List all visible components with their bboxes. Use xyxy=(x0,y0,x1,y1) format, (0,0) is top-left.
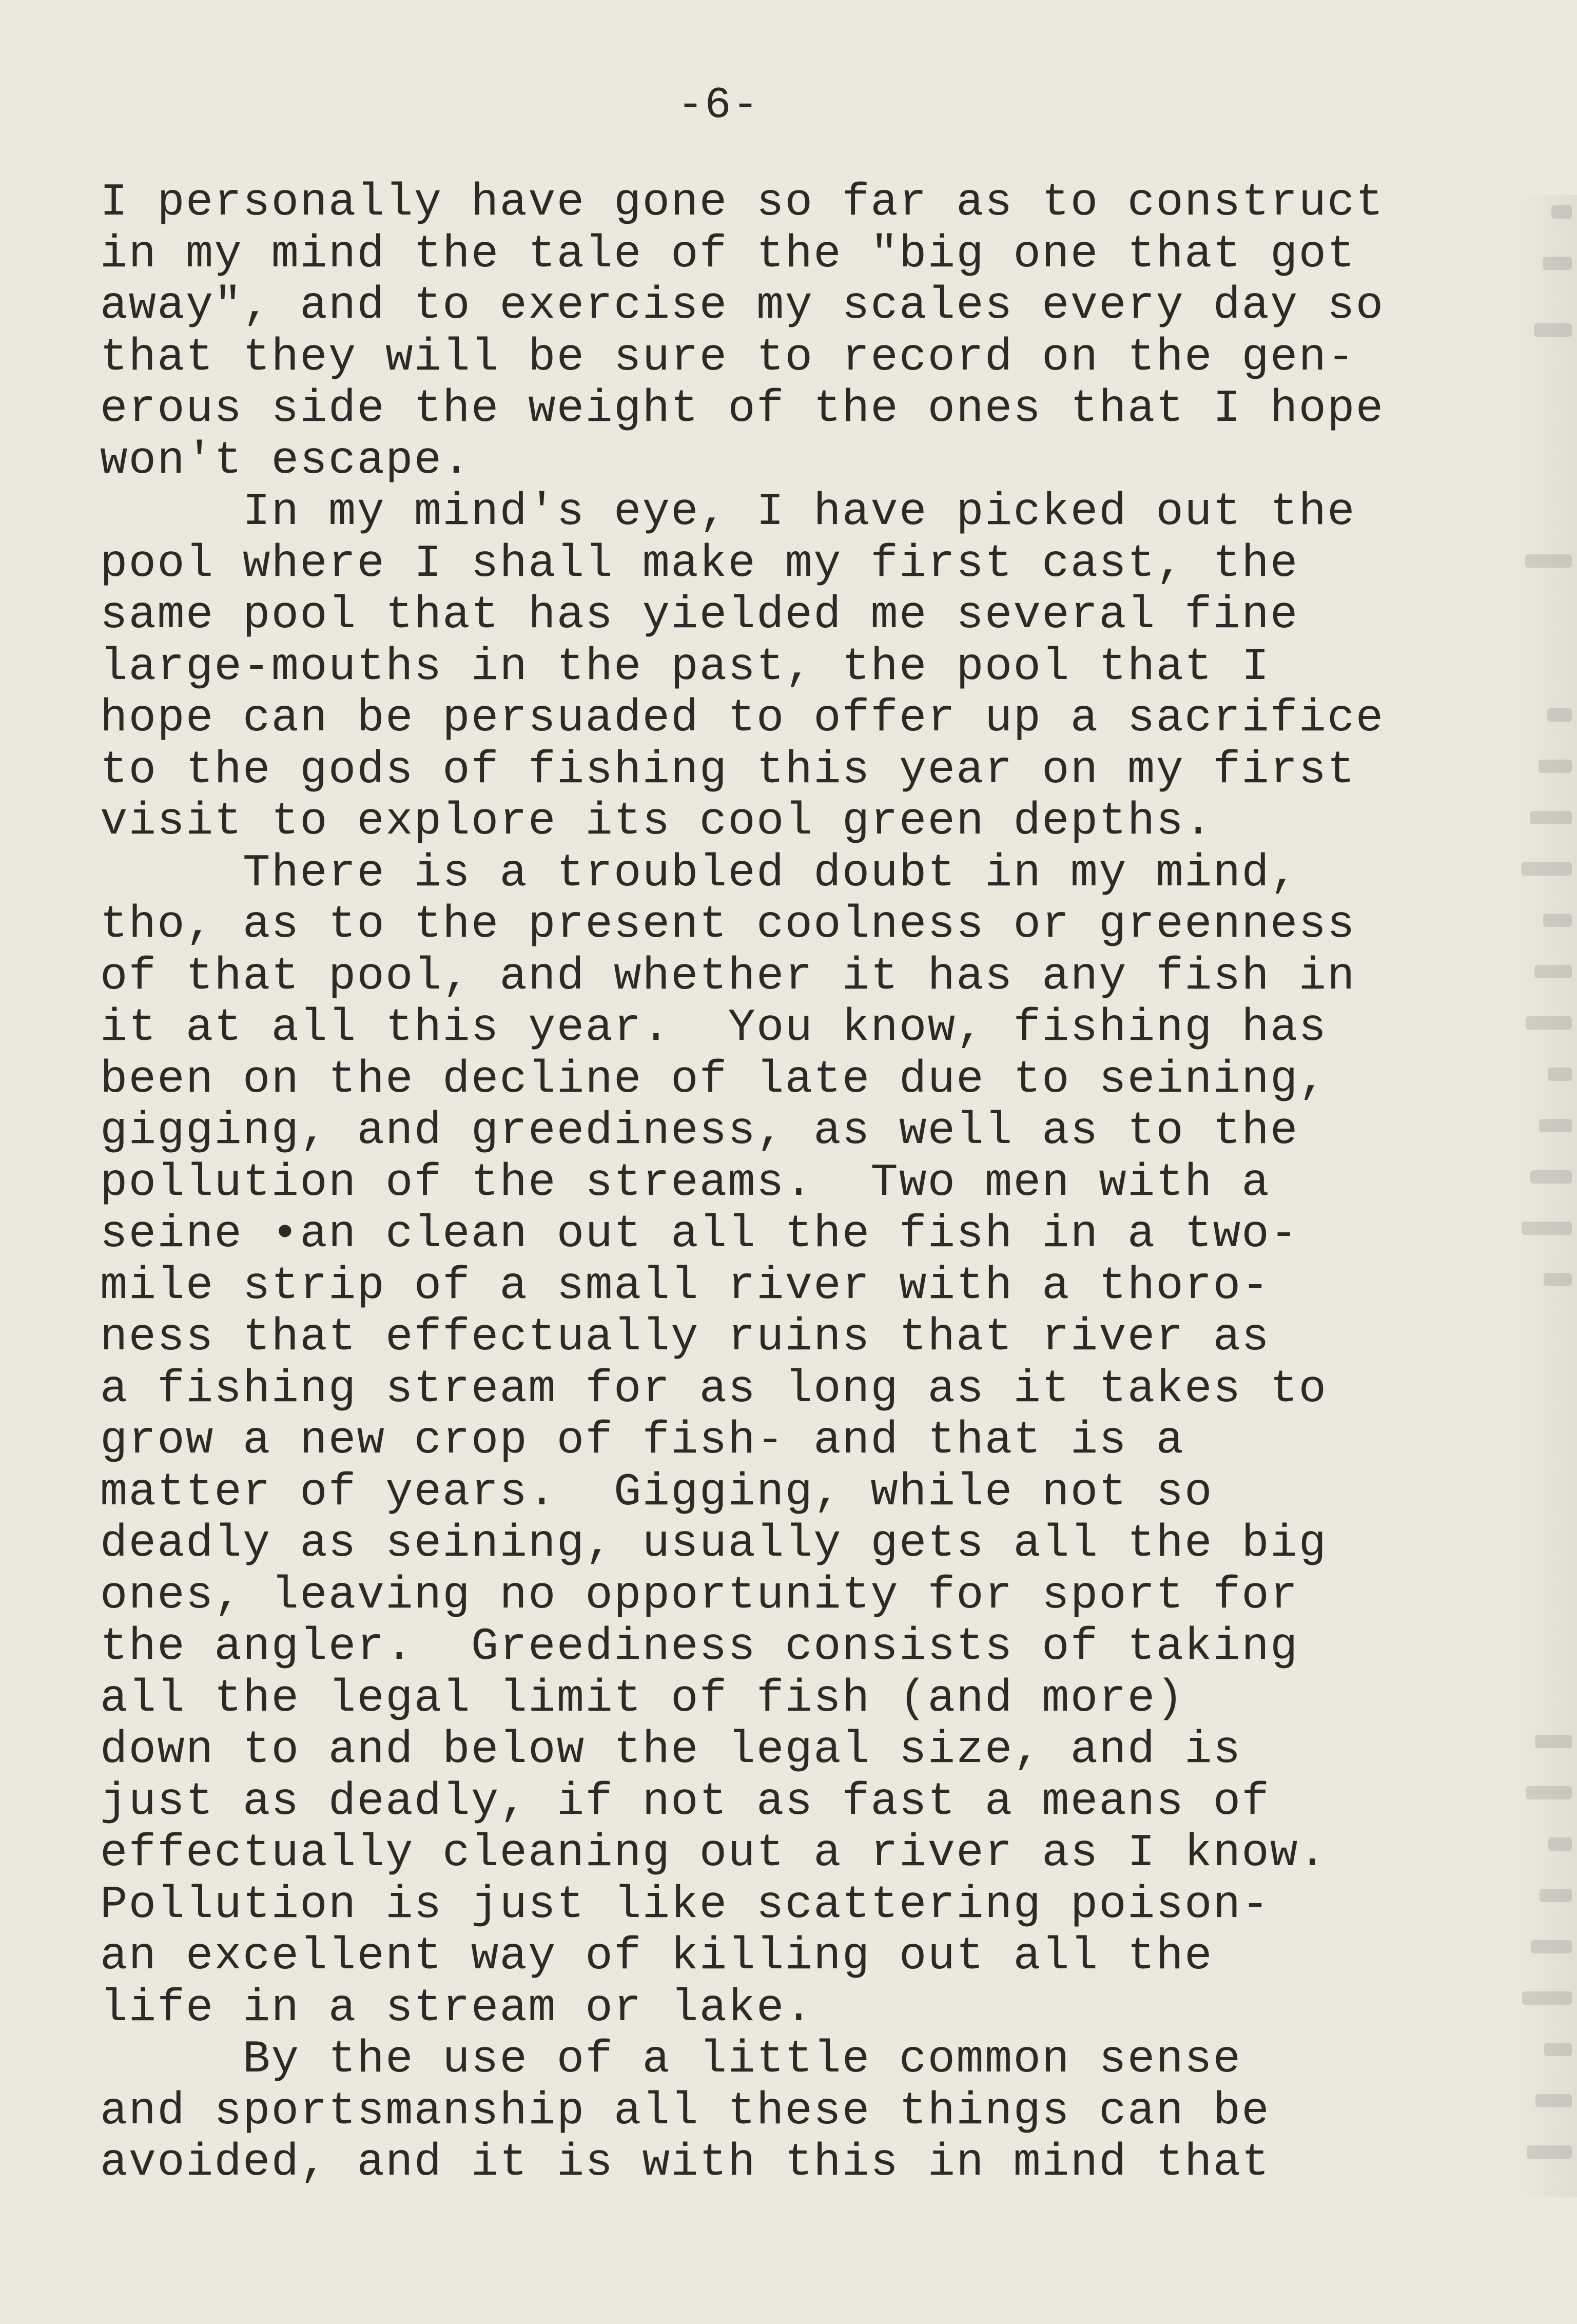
text-line: same pool that has yielded me several fine xyxy=(100,589,1299,641)
text-line: deadly as seining, usually gets all the big xyxy=(100,1518,1328,1570)
text-line: of that pool, and whether it has any fish in xyxy=(100,950,1356,1002)
text-line: visit to explore its cool green depths. xyxy=(100,796,1213,847)
show-through-mark xyxy=(1535,2094,1572,2107)
show-through-mark xyxy=(1527,2145,1572,2159)
text-line: matter of years. Gigging, while not so xyxy=(100,1466,1213,1518)
text-line: down to and below the legal size, and is xyxy=(100,1724,1242,1776)
text-line: pool where I shall make my first cast, the xyxy=(100,537,1299,590)
text-line: erous side the weight of the ones that I hope xyxy=(100,383,1385,435)
show-through-mark xyxy=(1543,257,1572,270)
text-line: ones, leaving no opportunity for sport for xyxy=(100,1569,1299,1621)
text-line: tho, as to the present coolness or greenness xyxy=(100,899,1356,951)
text-line: ness that effectually ruins that river as xyxy=(100,1311,1270,1363)
text-line: I personally have gone so far as to construct xyxy=(100,177,1385,228)
show-through-mark xyxy=(1531,1940,1572,1953)
show-through-mark xyxy=(1539,1119,1572,1132)
show-through-mark xyxy=(1534,965,1572,978)
show-through-mark xyxy=(1548,1068,1572,1081)
text-line: the angler. Greediness consists of taking xyxy=(100,1621,1299,1673)
show-through-mark xyxy=(1522,1222,1572,1235)
text-line: all the legal limit of fish (and more) xyxy=(100,1672,1185,1725)
text-line: an excellent way of killing out all the xyxy=(100,1930,1213,1982)
show-through-mark xyxy=(1530,811,1572,824)
show-through-mark xyxy=(1521,862,1572,876)
text-line: been on the decline of late due to seining, xyxy=(100,1053,1328,1106)
text-line: gigging, and greediness, as well as to the xyxy=(100,1105,1299,1157)
show-through-mark xyxy=(1535,1735,1572,1748)
show-through-mark xyxy=(1548,1837,1572,1851)
text-line: seine •an clean out all the fish in a two- xyxy=(100,1208,1299,1260)
text-line: it at all this year. You know, fishing has xyxy=(100,1002,1328,1054)
show-through-mark xyxy=(1544,1273,1572,1286)
text-line: in my mind the tale of the "big one that got xyxy=(100,228,1356,280)
show-through-mark xyxy=(1551,205,1572,219)
typed-body-text xyxy=(100,177,1527,2189)
show-through-mark xyxy=(1547,708,1572,722)
text-line: life in a stream or lake. xyxy=(100,1982,814,2034)
show-through-mark xyxy=(1522,1991,1572,2005)
text-line: There is a troubled doubt in my mind, xyxy=(100,847,1299,899)
show-through-mark xyxy=(1526,1016,1572,1030)
text-line: mile strip of a small river with a thoro- xyxy=(100,1260,1270,1312)
show-through-mark xyxy=(1540,1889,1572,1902)
text-line: and sportsmanship all these things can be xyxy=(100,2085,1270,2137)
text-line: that they will be sure to record on the gen- xyxy=(100,331,1356,383)
text-line: grow a new crop of fish- and that is a xyxy=(100,1415,1185,1466)
text-line: away", and to exercise my scales every day so xyxy=(100,280,1385,332)
text-line: to the gods of fishing this year on my first xyxy=(100,744,1356,796)
text-line: pollution of the streams. Two men with a xyxy=(100,1156,1270,1209)
text-line: In my mind's eye, I have picked out the xyxy=(100,486,1356,538)
text-line: hope can be persuaded to offer up a sacrifice xyxy=(100,692,1385,744)
show-through-mark xyxy=(1543,914,1572,927)
text-line: won't escape. xyxy=(100,434,471,487)
show-through-mark xyxy=(1539,760,1572,773)
text-line: Pollution is just like scattering poison- xyxy=(100,1878,1270,1931)
show-through-mark xyxy=(1534,323,1572,337)
show-through-mark xyxy=(1525,554,1572,568)
show-through-mark xyxy=(1544,2043,1572,2056)
text-line: just as deadly, if not as fast a means of xyxy=(100,1775,1270,1828)
show-through-mark xyxy=(1530,1170,1572,1184)
show-through-mark xyxy=(1526,1786,1572,1799)
page-number: -6- xyxy=(677,80,760,130)
text-line: By the use of a little common sense xyxy=(100,2034,1242,2085)
text-line: large-mouths in the past, the pool that I xyxy=(100,641,1270,693)
text-line: a fishing stream for as long as it takes to xyxy=(100,1363,1328,1415)
text-line: effectually cleaning out a river as I know. xyxy=(100,1827,1328,1879)
text-line: avoided, and it is with this in mind that xyxy=(100,2137,1270,2189)
